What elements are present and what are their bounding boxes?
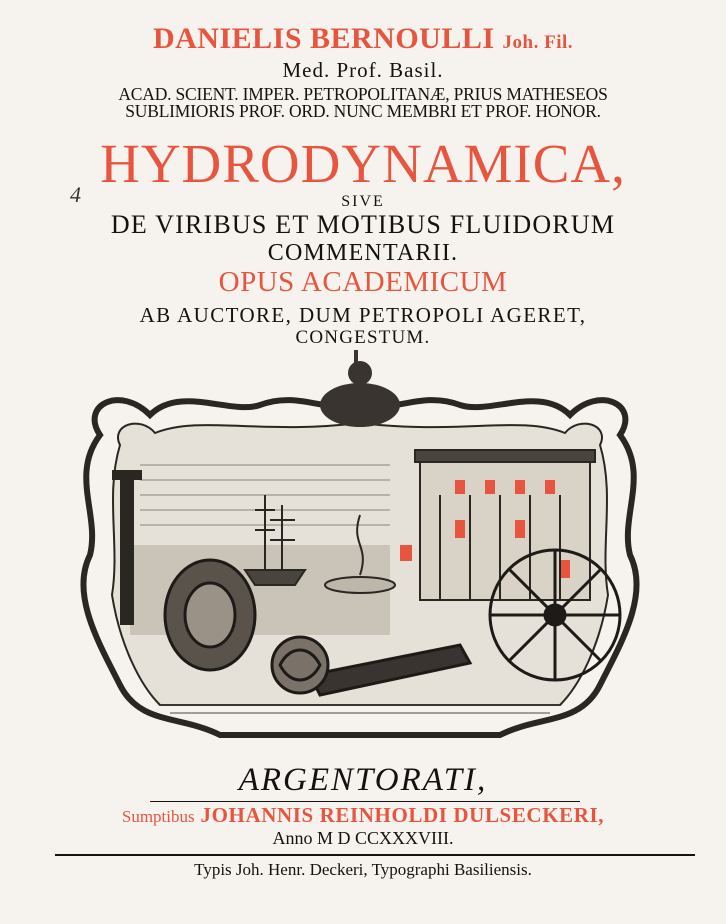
divider-rule bbox=[55, 854, 695, 856]
author-suffix: Joh. Fil. bbox=[502, 32, 574, 53]
profession-line: Med. Prof. Basil. bbox=[282, 58, 444, 82]
academy-line-2: SUBLIMIORIS PROF. ORD. NUNC MEMBRI ET PROF. HONOR. bbox=[125, 101, 601, 121]
opus-line: OPUS ACADEMICUM bbox=[218, 266, 508, 298]
author-line bbox=[0, 22, 726, 56]
short-divider bbox=[150, 801, 580, 802]
place-of-publication: ARGENTORATI, bbox=[238, 762, 488, 798]
handwritten-mark: 4 bbox=[70, 182, 81, 207]
auctore-line: AB AUCTORE, DUM PETROPOLI AGERET, bbox=[139, 303, 587, 327]
publisher-line bbox=[0, 803, 726, 828]
academy-line-1: ACAD. SCIENT. IMPER. PETROPOLITANÆ, PRIUS MATHESEOS bbox=[118, 84, 608, 104]
publication-year: Anno M D CCXXXVIII. bbox=[272, 828, 454, 848]
author-name: DANIELIS BERNOULLI bbox=[152, 22, 495, 55]
engraved-vignette-image bbox=[60, 345, 660, 745]
printer-line: Typis Joh. Henr. Deckeri, Typographi Basiliensis. bbox=[194, 860, 532, 879]
subtitle-line-2: COMMENTARII. bbox=[267, 240, 459, 266]
publisher-name: JOHANNIS REINHOLDI DULSECKERI, bbox=[200, 803, 605, 827]
main-title: HYDRODYNAMICA, bbox=[100, 133, 626, 194]
sive-word: SIVE bbox=[341, 193, 385, 210]
congestum-line: CONGESTUM. bbox=[295, 327, 431, 348]
sumptibus-word: Sumptibus bbox=[121, 807, 195, 826]
subtitle-line-1: DE VIRIBUS ET MOTIBUS FLUIDORUM bbox=[110, 210, 616, 239]
